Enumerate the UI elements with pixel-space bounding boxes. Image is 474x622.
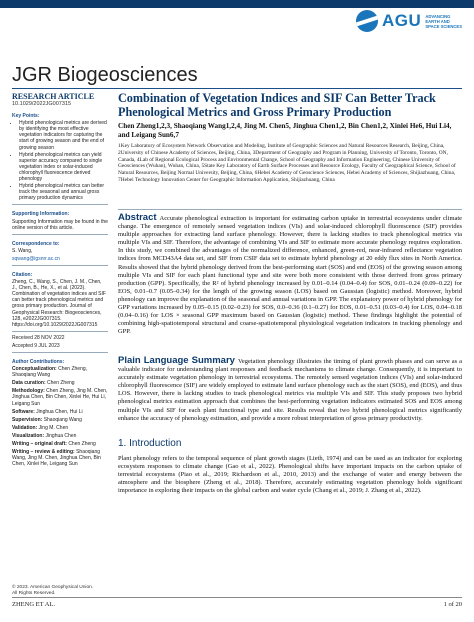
key-point: • Hybrid phenological metrics are derived by identifying the most effective vegetation indicators for capturing the start of growing season and the end of growing season [19,120,108,150]
agu-wordmark: AGU [382,11,422,30]
key-point: • Hybrid phenological metrics can yield superior accuracy compared to single vegetation index or solar-induced chlorophyll fluorescence derived phenology [19,152,108,182]
abstract-text: Accurate phenological extraction is important for estimating carbon uptake in terrestrial ecosystems under climate change. The emergence of remotely sensed vegetation indices (VIs) and solar-induced chlorophyll fluorescence (SIF) provides multiple approaches for extracting land surface phenology. However, there is lacking studies to track phenological metrics via multiple VIs and SIF. Therefore, the advantage of combining VIs and SIF to estimate more accurate phenology requires exploration. In this study, we combined the advantages of the normalized difference, enhanced, green-red, near-infrared reflectance vegetation indices from MCD43A4 data set, and SIF from CSIF data set to estimate hybrid phenology at 20 eddy flux sites in North America. Results showed that the hybrid phenology derived from the best-performing start (SOS) and end (EOS) of the growing season among multiple VIs and SIF for each plant functional type and site were both more consistent with those derived from gross primary production (GPP). Specifically, the R² of hybrid phenology increased by 0.01–0.14 (0.04–0.4) for SOS, 0.01–0.24 (0.09–0.22) for EOS, 0.01–0.7 (0.05–0.34) for the length of the growing season (LOS) based on Gaussian (logistic) method. Moreover, hybrid phenology can improve the explanation of the seasonal and annual variations in GPP. The explanatory power of hybrid phenology for GPP variations increased by 0.05–0.15 (0.02–0.23) for SOS, 0.0–0.36 (0.1–0.27) for EOS, 0.01–0.51 (0.03–0.4) for LOS, 0.04–0.18 (0.04–0.16) for LOS × seasonal GPP maximum based on Gaussian (logistic) method. These findings highlight the potential of combining high-spatiotemporal structural and coarse-spatiotemporal physiological vegetation indicators in tracking phenology and GPP. [118,215,462,336]
affiliations: 1Key Laboratory of Ecosystem Network Observation and Modeling, Institute of Geographic Sciences and Natural Resources Research, Beijing, China, 2University of Chinese Academy of Sciences, Beijing, China, 3Department of Geography and Program in Planning, University of Toronto, Toronto, ON, Canada, 4Lab of Regional Ecological Process and Environmental Change, School of Geography and Information Engineering, Chinese University of Geosciences (Wuhan), Wuhan, China, 5State Key Laboratory of Earth Surface Processes and Resource Ecology, Faculty of Geographical Science, School of Natural Resources, Beijing Normal University, Beijing, China, 6Hebei Academy of Geoscience Sciences, Hebei Academy of Sciences, Shijiazhuang, China, 7Hebei Technology Innovation Center for Geographic Information Application, Shijiazhuang, China [118,143,456,183]
copyright-notice: © 2023. American Geophysical Union. All Rights Reserved. [12,585,94,596]
article-title: Combination of Vegetation Indices and SIF Can Better Track Phenological Metrics and Gross Primary Production [118,91,436,119]
footer-rule [12,597,462,598]
divider [12,331,108,332]
author-list: Chen Zheng1,2,3, Shaoqiang Wang1,2,4, Jing M. Chen5, Jinghua Chen1,2, Bin Chen1,2, Xinlei He6, Hui Li4, and Leigang Sun6,7 [118,122,452,139]
contributions-heading: Author Contributions: [12,359,65,365]
contribution-item: Visualization: Jinghua Chen [12,432,77,439]
journal-title: JGR Biogeosciences [12,64,198,86]
contribution-item: Methodology: Chen Zheng, Jing M. Chen, Jinghua Chen, Bin Chen, Xinlei He, Hui Li, Leigang Sun [12,388,108,407]
divider [12,234,108,235]
top-color-bar [0,0,474,8]
doi-link[interactable]: 10.1029/2022JG007315 [12,101,72,107]
header-rule [12,88,462,89]
abstract-heading: Abstract [118,212,157,223]
plain-language-heading: Plain Language Summary [118,355,235,366]
abstract-section [118,214,462,336]
contribution-item: Data curation: Chen Zheng [12,380,75,387]
introduction-text: Plant phenology refers to the temporal sequence of plant growth stages (Lieth, 1974) and can be used as an indicator for exploring ecosystem responses to climate change (Gao et al., 2022). Phenological shifts have important impacts on the carbon uptake of terrestrial ecosystems (Piao et al., 2019; Richardson et al., 2010, 2013) and the exchange of water and energy between the atmosphere and the biosphere (Zheng et al., 2018). Therefore, accurately estimating vegetation phenology holds significant importance in exploring their impacts on the global carbon and water cycle (Chang et al., 2019; J. Zhang et al., 2022). [118,455,462,495]
divider [12,352,108,353]
page-number: 1 of 20 [443,601,462,608]
citation-text[interactable]: Zheng, C., Wang, S., Chen, J. M., Chen, J., Chen, B., He, X., et al. (2023). Combination of vegetation indices and SIF can better track phenological metrics and gross primary production. Journal of Geophysical Research: Biogeosciences, 128, e2022JG007315. https://doi.org/10.1029/2022JG007315 [12,279,106,328]
received-date: Received 28 NOV 2022 [12,334,65,341]
citation-heading: Citation: [12,271,33,278]
footer-authors: ZHENG ET AL. [12,601,56,608]
contribution-item: Writing – review & editing: Shaoqiang Wang, Jing M. Chen, Jinghua Chen, Bin Chen, Xinlei He, Leigang Sun [12,449,101,468]
divider [12,265,108,266]
correspondence-heading: Correspondence to: [12,240,60,247]
plain-language-text: Vegetation phenology illustrates the timing of plant growth phases and can serve as a valuable indicator for understanding plant responses and feedback mechanisms to climate change. Consequently, it is important to accurately estimate vegetation phenology in terrestrial ecosystems. The remotely sensed vegetation indices (VIs) and solar-induced chlorophyll fluorescence (SIF) are widely employed to estimate land surface phenology such as the start (SOS), end (EOS), and thus LOS. However, there is lacking studies to track phenological metrics via multiple VIs and SIF. This study proposes two hybrid phenological metrics estimation approach that combines the best-performing vegetation indicators estimated SOS and EOS among multiple VIs and SIF for each plant functional type and site. Results reveal that two hybrid phenological metrics significantly enhance the accuracy of phenology estimation, and provide a more robust interpretation of gross primary productivity. [118,358,462,422]
contribution-item: Software: Jinghua Chen, Hui Li [12,408,83,415]
divider [12,204,108,205]
accepted-date: Accepted 9 JUL 2023 [12,342,60,349]
agu-tagline: ADVANCING EARTH AND SPACE SCIENCES [425,13,462,29]
correspondence-email[interactable]: sqwang@igsnrr.ac.cn [12,255,60,262]
key-points-heading: Key Points: [12,113,40,120]
article-type: RESEARCH ARTICLE [12,92,95,101]
contribution-item: Supervision: Shaoqiang Wang [12,416,82,423]
globe-icon [356,10,378,32]
introduction-heading: 1. Introduction [118,438,182,449]
divider [118,209,462,210]
plain-language-section [118,357,462,423]
agu-logo[interactable] [356,10,462,32]
left-sidebar [12,92,108,469]
key-points-list [12,120,108,201]
correspondence-name: S. Wang, [12,247,33,254]
contribution-item: Conceptualization: Chen Zheng, Shaoqiang Wang [12,366,88,379]
contribution-item: Validation: Jing M. Chen [12,424,69,431]
supporting-heading: Supporting Information: [12,211,70,218]
contribution-item: Writing – original draft: Chen Zheng [12,441,96,448]
key-point: • Hybrid phenological metrics can better track the seasonal and annual gross primary production dynamics [19,183,108,201]
supporting-text: Supporting Information may be found in the online version of this article. [12,218,108,231]
